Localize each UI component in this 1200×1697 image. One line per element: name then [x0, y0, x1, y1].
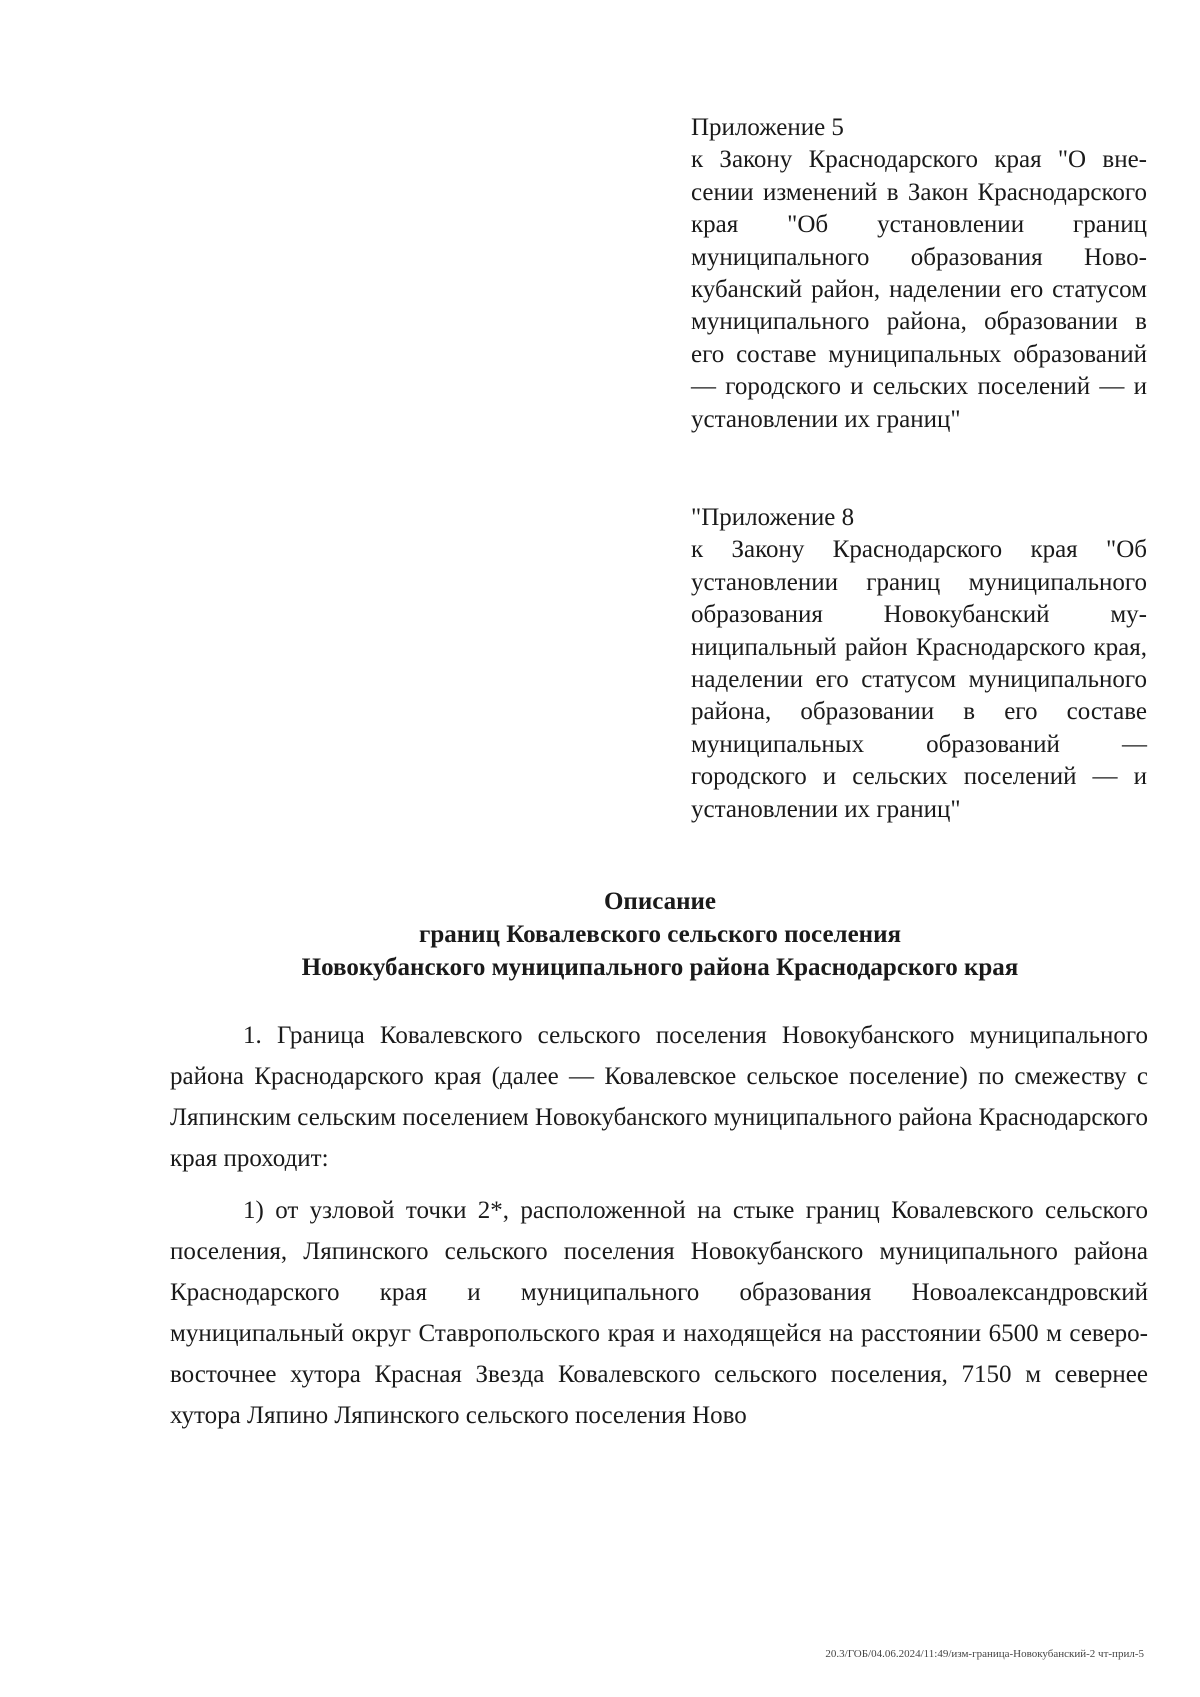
heading-line-2: границ Ковалевского сельского поселения — [418, 921, 902, 948]
document-body — [170, 1015, 1148, 1436]
heading-line-1: Описание — [603, 888, 717, 915]
annex-8-title: "Приложение 8 — [691, 504, 855, 531]
body-paragraph-2: 1) от узловой точки 2*, расположенной на стыке границ Ковалевского сельского поселения, Ляпинского сельского поселения Новокубанского муниципального района Краснодарского края и муниципального образования Новоалександровский муниципальный округ Ставропольского края и находящейся на расстоянии 6500 м северо-восточнее хутора Красная Звезда Ковалевского сельского поселения, 7150 м севернее хутора Ляпино Ляпинского сельского поселения Ново — [170, 1197, 1148, 1429]
footer-stamp: 20.3/ГОБ/04.06.2024/11:49/изм-граница-Новокубанский-2 чт-прил-5 — [825, 1648, 1144, 1660]
annex-8-block — [691, 502, 1147, 826]
body-paragraph-1: 1. Граница Ковалевского сельского поселения Новокубанского муниципального района Краснодарского края (далее — Ковалевское сельское поселение) по смежеству с Ляпинским сельским поселением Новокубанского муниципального района Краснодарского края проходит: — [170, 1022, 1148, 1172]
document-heading — [170, 885, 1150, 984]
annex-5-body: к Закону Краснодарского края "О внесении изменений в Закон Краснодарского края "Об установлении границ муниципального образования Новокубанский район, наделении его статусом муниципального района, образовании в его составе муниципальных образований — городского и сельских поселений — и установлении их границ" — [691, 146, 1147, 433]
annex-5-block — [691, 112, 1147, 436]
heading-line-3: Новокубанского муниципального района Краснодарского края — [301, 954, 1019, 981]
annex-5-title: Приложение 5 — [691, 114, 844, 141]
annex-8-body: к Закону Краснодарского края "Об установлении границ муниципального образования Новокубанский муниципальный район Краснодарского края, наделении его статусом муниципального района, образовании в его составе муниципальных образований — городского и сельских поселений — и установлении их границ" — [691, 536, 1147, 823]
